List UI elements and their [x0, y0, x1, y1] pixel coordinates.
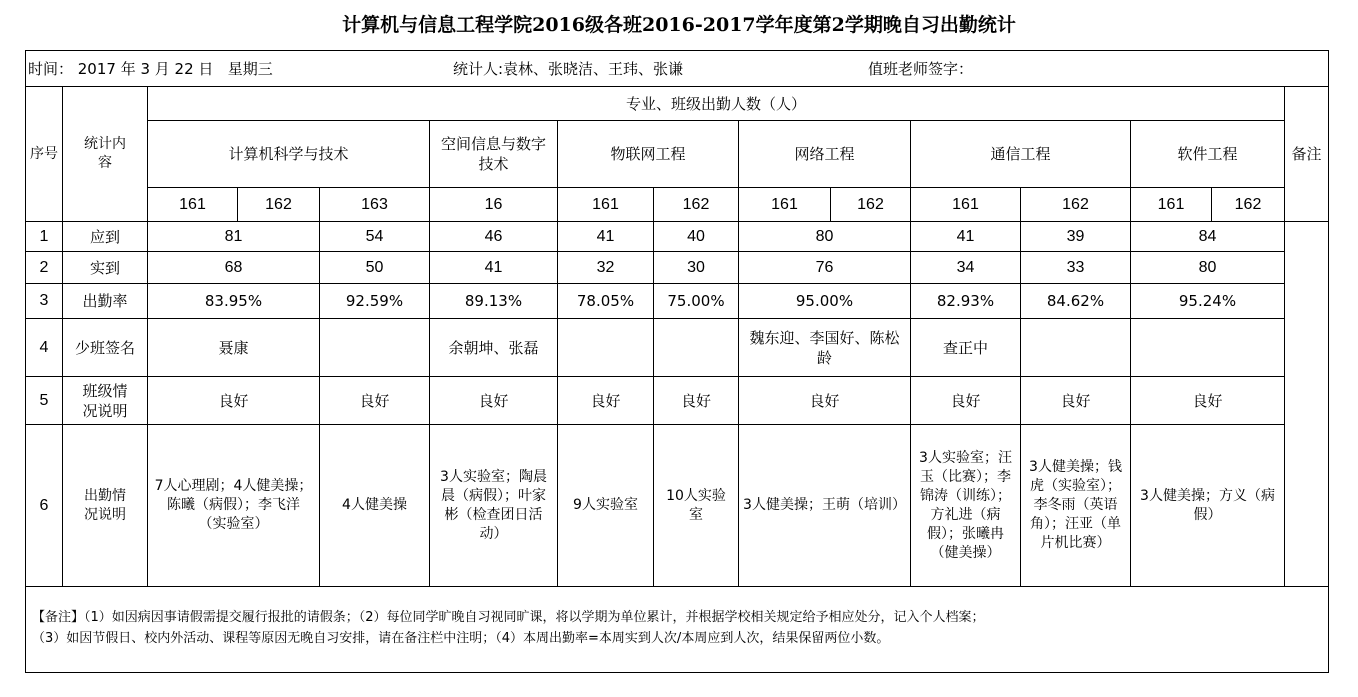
data-cell: 良好 [1131, 377, 1285, 425]
data-cell: 39 [1021, 222, 1131, 252]
row-seq: 2 [26, 252, 63, 284]
data-cell: 41 [558, 222, 654, 252]
data-cell: 76 [739, 252, 911, 284]
data-cell: 30 [654, 252, 739, 284]
major-software: 软件工程 [1131, 121, 1285, 188]
table-row-actual [26, 252, 1329, 284]
row-label: 班级情况说明 [63, 377, 148, 425]
page-title: 计算机与信息工程学院2016级各班2016-2017学年度第2学期晚自习出勤统计 [342, 14, 1016, 36]
data-cell: 3人健美操；方义（病假） [1131, 425, 1285, 587]
class-cell: 16 [430, 188, 558, 222]
row-seq: 4 [26, 319, 63, 377]
row-seq: 6 [26, 425, 63, 587]
data-cell: 3人健美操；钱虎（实验室）；李冬雨（英语角）；汪亚（单片机比赛） [1021, 425, 1131, 587]
data-cell: 41 [911, 222, 1021, 252]
notes-cell [26, 587, 1329, 673]
data-cell: 7人心理剧；4人健美操；陈曦（病假）；李飞洋（实验室） [148, 425, 320, 587]
data-cell: 聂康 [148, 319, 320, 377]
row-label: 应到 [63, 222, 148, 252]
data-cell: 3人实验室；陶晨晨（病假）；叶家彬（检查团日活动） [430, 425, 558, 587]
major-comm: 通信工程 [911, 121, 1131, 188]
data-cell: 80 [739, 222, 911, 252]
time-info: 时间： 2017 年 3 月 22 日 星期三 [28, 59, 273, 78]
class-cell: 161 [148, 188, 238, 222]
header-content: 统计内容 [63, 87, 148, 222]
header-row-1 [26, 87, 1329, 121]
notes-line-1: 【备注】（1）如因病因事请假需提交履行报批的请假条；（2）每位同学旷晚自习视同旷课，将以学期为单位累计，并根据学校相关规定给予相应处分，记入个人档案； [32, 610, 985, 625]
class-cell: 162 [1021, 188, 1131, 222]
data-cell: 95.00% [739, 284, 911, 319]
data-cell: 良好 [654, 377, 739, 425]
class-cell: 162 [654, 188, 739, 222]
data-cell: 46 [430, 222, 558, 252]
data-cell: 81 [148, 222, 320, 252]
statistician-info: 统计人:袁林、张晓洁、王玮、张谦 [453, 59, 684, 78]
data-cell: 68 [148, 252, 320, 284]
data-cell [654, 319, 739, 377]
data-cell [1021, 319, 1131, 377]
data-cell: 82.93% [911, 284, 1021, 319]
data-cell: 84.62% [1021, 284, 1131, 319]
data-cell: 41 [430, 252, 558, 284]
header-row-classes [26, 188, 1329, 222]
class-cell: 162 [831, 188, 911, 222]
data-cell: 查正中 [911, 319, 1021, 377]
teacher-sign-field: 值班老师签字： [868, 59, 974, 78]
data-cell: 余朝坤、张磊 [430, 319, 558, 377]
data-cell: 9人实验室 [558, 425, 654, 587]
data-cell [558, 319, 654, 377]
data-cell [1131, 319, 1285, 377]
data-cell: 34 [911, 252, 1021, 284]
row-label: 实到 [63, 252, 148, 284]
data-cell: 50 [320, 252, 430, 284]
data-cell: 4人健美操 [320, 425, 430, 587]
class-cell: 161 [558, 188, 654, 222]
data-cell: 75.00% [654, 284, 739, 319]
header-seq: 序号 [26, 87, 63, 222]
major-iot: 物联网工程 [558, 121, 739, 188]
data-cell: 良好 [430, 377, 558, 425]
row-seq: 1 [26, 222, 63, 252]
data-cell: 80 [1131, 252, 1285, 284]
attendance-table [25, 50, 1329, 673]
header-row-majors [26, 121, 1329, 188]
data-cell: 33 [1021, 252, 1131, 284]
data-cell: 92.59% [320, 284, 430, 319]
table-row-signature [26, 319, 1329, 377]
class-cell: 162 [238, 188, 320, 222]
remark-cell [1285, 222, 1329, 587]
row-label: 少班签名 [63, 319, 148, 377]
notes-row [26, 587, 1329, 673]
data-cell: 魏东迎、李国好、陈松龄 [739, 319, 911, 377]
data-cell: 3人实验室；汪玉（比赛）；李锦涛（训练）；方礼进（病假）；张曦冉（健美操） [911, 425, 1021, 587]
data-cell: 84 [1131, 222, 1285, 252]
data-cell: 3人健美操；王萌（培训） [739, 425, 911, 587]
info-row [26, 51, 1329, 87]
data-cell: 10人实验室 [654, 425, 739, 587]
data-cell: 40 [654, 222, 739, 252]
row-label: 出勤率 [63, 284, 148, 319]
data-cell: 78.05% [558, 284, 654, 319]
data-cell: 良好 [320, 377, 430, 425]
data-cell: 良好 [1021, 377, 1131, 425]
row-label: 出勤情况说明 [63, 425, 148, 587]
table-row-expected [26, 222, 1329, 252]
info-cell [26, 51, 1329, 87]
class-cell: 162 [1212, 188, 1285, 222]
data-cell: 89.13% [430, 284, 558, 319]
header-group: 专业、班级出勤人数（人） [148, 87, 1285, 121]
class-cell: 163 [320, 188, 430, 222]
data-cell: 83.95% [148, 284, 320, 319]
data-cell: 良好 [148, 377, 320, 425]
data-cell: 良好 [911, 377, 1021, 425]
class-cell: 161 [1131, 188, 1212, 222]
major-network: 网络工程 [739, 121, 911, 188]
class-cell: 161 [911, 188, 1021, 222]
data-cell: 32 [558, 252, 654, 284]
class-cell: 161 [739, 188, 831, 222]
data-cell: 95.24% [1131, 284, 1285, 319]
data-cell: 良好 [739, 377, 911, 425]
row-seq: 5 [26, 377, 63, 425]
data-cell [320, 319, 430, 377]
table-row-condition [26, 377, 1329, 425]
row-seq: 3 [26, 284, 63, 319]
major-spatial: 空间信息与数字技术 [430, 121, 558, 188]
data-cell: 54 [320, 222, 430, 252]
header-remark: 备注 [1285, 87, 1329, 222]
major-cs: 计算机科学与技术 [148, 121, 430, 188]
notes-line-2: （3）如因节假日、校内外活动、课程等原因无晚自习安排，请在备注栏中注明；（4）本周出勤率=本周实到人次/本周应到人次，结果保留两位小数。 [32, 631, 890, 646]
table-row-explanation [26, 425, 1329, 587]
data-cell: 良好 [558, 377, 654, 425]
table-row-rate [26, 284, 1329, 319]
